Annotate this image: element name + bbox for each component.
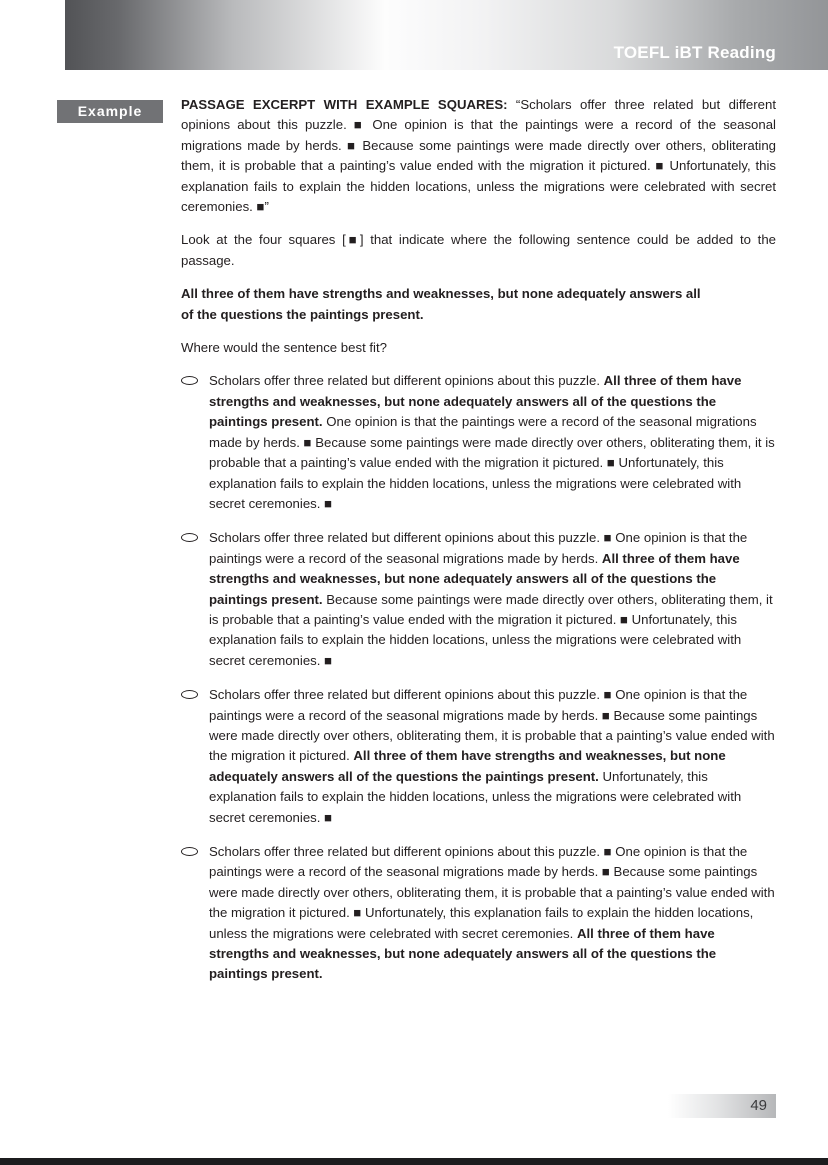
instructions-text: Look at the four squares [■] that indicate where the following sentence could be added to the passage.	[181, 232, 776, 268]
option-2-text: Scholars offer three related but different opinions about this puzzle. ■ One opinion is that the paintings were a record of the seasonal migrations made by herds. All three of them have strengths and weaknesses, but none adequately answers all of the questions the paintings present. Because some paintings were made directly over others, obliterating them, it is probable that a painting’s value ended with the migration it pictured. ■ Unfortunately, this explanation fails to explain the hidden locations, unless the migrations were celebrated with secret ceremonies. ■	[209, 530, 773, 668]
radio-oval-icon[interactable]	[181, 690, 198, 699]
answer-option-1[interactable]	[181, 371, 776, 514]
insert-sentence: All three of them have strengths and weaknesses, but none adequately answers all of the questions the paintings present.	[181, 286, 701, 322]
page-number-strip	[668, 1094, 776, 1118]
content-column	[181, 95, 776, 999]
page-number: 49	[750, 1097, 767, 1114]
answer-option-3[interactable]	[181, 685, 776, 828]
header-bar	[65, 0, 828, 70]
page-title: TOEFL iBT Reading	[613, 43, 776, 62]
question-text: Where would the sentence best fit?	[181, 340, 387, 356]
radio-oval-icon[interactable]	[181, 847, 198, 856]
answer-option-4[interactable]	[181, 842, 776, 985]
radio-oval-icon[interactable]	[181, 376, 198, 385]
passage-excerpt: PASSAGE EXCERPT WITH EXAMPLE SQUARES: “Scholars offer three related but different opinions about this puzzle. ■ One opinion is that the paintings were a record of the seasonal migrations made by herds. ■ Because some paintings were made directly over others, obliterating them, it is probable that a painting’s value ended with the migration it pictured. ■ Unfortunately, this explanation fails to explain the hidden locations, unless the migrations were celebrated with secret ceremonies. ■”	[181, 97, 776, 215]
option-3-text: Scholars offer three related but different opinions about this puzzle. ■ One opinion is that the paintings were a record of the seasonal migrations made by herds. ■ Because some paintings were made directly over others, obliterating them, it is probable that a painting’s value ended with the migration it pictured. All three of them have strengths and weaknesses, but none adequately answers all of the questions the paintings present. Unfortunately, this explanation fails to explain the hidden locations, unless the migrations were celebrated with secret ceremonies. ■	[209, 687, 775, 825]
answer-option-2[interactable]	[181, 528, 776, 671]
bottom-edge-bar	[0, 1158, 828, 1165]
option-1-text: Scholars offer three related but different opinions about this puzzle. All three of them have strengths and weaknesses, but none adequately answers all of the questions the paintings present. One opinion is that the paintings were a record of the seasonal migrations made by herds. ■ Because some paintings were made directly over others, obliterating them, it is probable that a painting’s value ended with the migration it pictured. ■ Unfortunately, this explanation fails to explain the hidden locations, unless the migrations were celebrated with secret ceremonies. ■	[209, 373, 775, 511]
example-label: Example	[57, 100, 163, 123]
option-4-text: Scholars offer three related but different opinions about this puzzle. ■ One opinion is that the paintings were a record of the seasonal migrations made by herds. ■ Because some paintings were made directly over others, obliterating them, it is probable that a painting’s value ended with the migration it pictured. ■ Unfortunately, this explanation fails to explain the hidden locations, unless the migrations were celebrated with secret ceremonies. All three of them have strengths and weaknesses, but none adequately answers all of the questions the paintings present.	[209, 844, 775, 982]
radio-oval-icon[interactable]	[181, 533, 198, 542]
